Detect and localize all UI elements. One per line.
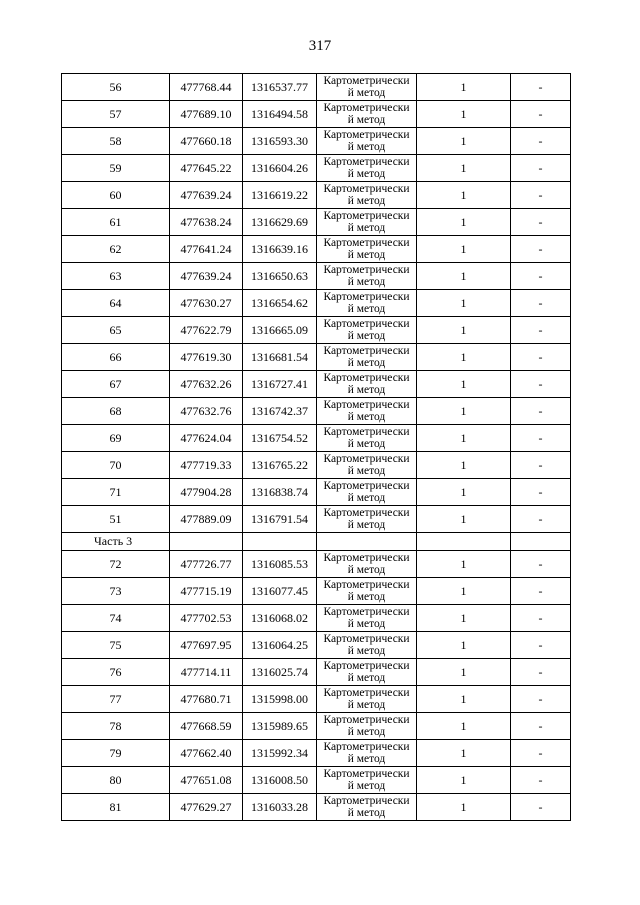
x-coordinate-cell: 477904.28 [170, 479, 243, 506]
note-cell: - [511, 155, 571, 182]
accuracy-cell: 1 [417, 452, 511, 479]
method-text-line2: й метод [347, 519, 386, 531]
method-text-line2: й метод [347, 753, 386, 765]
table-row [62, 317, 571, 344]
point-number-cell: 68 [62, 398, 170, 425]
note-cell: - [511, 263, 571, 290]
method-cell [317, 794, 417, 821]
method-cell [317, 128, 417, 155]
method-text-line2: й метод [347, 384, 386, 396]
note-cell: - [511, 128, 571, 155]
method-cell [317, 632, 417, 659]
table-row [62, 659, 571, 686]
empty-cell [317, 533, 417, 551]
method-text-line1: Картометрически [323, 480, 410, 492]
accuracy-cell: 1 [417, 740, 511, 767]
method-text-line1: Картометрически [323, 714, 410, 726]
y-coordinate-cell: 1316654.62 [243, 290, 317, 317]
method-text-line2: й метод [347, 438, 386, 450]
point-number-cell: 63 [62, 263, 170, 290]
table-row [62, 209, 571, 236]
table-row [62, 794, 571, 821]
y-coordinate-cell: 1316765.22 [243, 452, 317, 479]
point-number-cell: 72 [62, 551, 170, 578]
x-coordinate-cell: 477638.24 [170, 209, 243, 236]
accuracy-cell: 1 [417, 506, 511, 533]
accuracy-cell: 1 [417, 155, 511, 182]
note-cell: - [511, 506, 571, 533]
table-row [62, 605, 571, 632]
method-text-line2: й метод [347, 807, 386, 819]
method-text-line1: Картометрически [323, 291, 410, 303]
point-number-cell: 66 [62, 344, 170, 371]
accuracy-cell: 1 [417, 713, 511, 740]
y-coordinate-cell: 1316537.77 [243, 74, 317, 101]
method-text-line2: й метод [347, 195, 386, 207]
method-text-line1: Картометрически [323, 318, 410, 330]
x-coordinate-cell: 477697.95 [170, 632, 243, 659]
page-number: 317 [308, 38, 332, 54]
x-coordinate-cell: 477632.76 [170, 398, 243, 425]
point-number-cell: 64 [62, 290, 170, 317]
y-coordinate-cell: 1316077.45 [243, 578, 317, 605]
x-coordinate-cell: 477632.26 [170, 371, 243, 398]
method-text-line2: й метод [347, 276, 386, 288]
y-coordinate-cell: 1316838.74 [243, 479, 317, 506]
method-text-line1: Картометрически [323, 237, 410, 249]
point-number-cell: 58 [62, 128, 170, 155]
accuracy-cell: 1 [417, 371, 511, 398]
point-number-cell: 73 [62, 578, 170, 605]
accuracy-cell: 1 [417, 398, 511, 425]
table-row [62, 713, 571, 740]
accuracy-cell: 1 [417, 101, 511, 128]
table-row [62, 767, 571, 794]
y-coordinate-cell: 1316494.58 [243, 101, 317, 128]
accuracy-cell: 1 [417, 767, 511, 794]
method-text-line1: Картометрически [323, 345, 410, 357]
method-text-line2: й метод [347, 411, 386, 423]
accuracy-cell: 1 [417, 236, 511, 263]
method-cell [317, 659, 417, 686]
accuracy-cell: 1 [417, 578, 511, 605]
accuracy-cell: 1 [417, 317, 511, 344]
table-row [62, 263, 571, 290]
note-cell: - [511, 209, 571, 236]
method-cell [317, 479, 417, 506]
method-cell [317, 344, 417, 371]
accuracy-cell: 1 [417, 263, 511, 290]
method-cell [317, 425, 417, 452]
method-text-line1: Картометрически [323, 507, 410, 519]
note-cell: - [511, 236, 571, 263]
method-cell [317, 371, 417, 398]
y-coordinate-cell: 1315989.65 [243, 713, 317, 740]
note-cell: - [511, 605, 571, 632]
note-cell: - [511, 659, 571, 686]
table-row [62, 371, 571, 398]
note-cell: - [511, 794, 571, 821]
table-row [62, 551, 571, 578]
table-row [62, 128, 571, 155]
y-coordinate-cell: 1316727.41 [243, 371, 317, 398]
coordinates-table [61, 73, 571, 821]
method-text-line1: Картометрически [323, 372, 410, 384]
method-text-line2: й метод [347, 645, 386, 657]
method-text-line1: Картометрически [323, 795, 410, 807]
method-text-line2: й метод [347, 87, 386, 99]
point-number-cell: 65 [62, 317, 170, 344]
x-coordinate-cell: 477726.77 [170, 551, 243, 578]
table-row [62, 344, 571, 371]
method-cell [317, 317, 417, 344]
accuracy-cell: 1 [417, 686, 511, 713]
method-cell [317, 74, 417, 101]
y-coordinate-cell: 1316619.22 [243, 182, 317, 209]
point-number-cell: 75 [62, 632, 170, 659]
table-row [62, 425, 571, 452]
accuracy-cell: 1 [417, 659, 511, 686]
method-cell [317, 290, 417, 317]
table-row [62, 740, 571, 767]
table-row [62, 632, 571, 659]
accuracy-cell: 1 [417, 551, 511, 578]
note-cell: - [511, 425, 571, 452]
empty-cell [170, 533, 243, 551]
method-text-line1: Картометрически [323, 102, 410, 114]
method-text-line2: й метод [347, 492, 386, 504]
x-coordinate-cell: 477668.59 [170, 713, 243, 740]
x-coordinate-cell: 477629.27 [170, 794, 243, 821]
method-text-line1: Картометрически [323, 552, 410, 564]
method-text-line1: Картометрически [323, 210, 410, 222]
method-cell [317, 713, 417, 740]
x-coordinate-cell: 477624.04 [170, 425, 243, 452]
x-coordinate-cell: 477768.44 [170, 74, 243, 101]
point-number-cell: 61 [62, 209, 170, 236]
table-row [62, 686, 571, 713]
x-coordinate-cell: 477662.40 [170, 740, 243, 767]
point-number-cell: 56 [62, 74, 170, 101]
table-row [62, 155, 571, 182]
note-cell: - [511, 713, 571, 740]
method-cell [317, 263, 417, 290]
point-number-cell: 57 [62, 101, 170, 128]
method-text-line1: Картометрически [323, 399, 410, 411]
x-coordinate-cell: 477715.19 [170, 578, 243, 605]
x-coordinate-cell: 477641.24 [170, 236, 243, 263]
note-cell: - [511, 578, 571, 605]
method-cell [317, 686, 417, 713]
point-number-cell: 70 [62, 452, 170, 479]
y-coordinate-cell: 1316754.52 [243, 425, 317, 452]
point-number-cell: 79 [62, 740, 170, 767]
method-text-line1: Картометрически [323, 768, 410, 780]
y-coordinate-cell: 1316639.16 [243, 236, 317, 263]
method-text-line2: й метод [347, 564, 386, 576]
note-cell: - [511, 398, 571, 425]
method-cell [317, 398, 417, 425]
table-row [62, 236, 571, 263]
method-cell [317, 155, 417, 182]
point-number-cell: 62 [62, 236, 170, 263]
table-row [62, 452, 571, 479]
method-text-line1: Картометрически [323, 75, 410, 87]
note-cell: - [511, 317, 571, 344]
method-text-line2: й метод [347, 672, 386, 684]
method-text-line2: й метод [347, 699, 386, 711]
x-coordinate-cell: 477639.24 [170, 263, 243, 290]
y-coordinate-cell: 1316033.28 [243, 794, 317, 821]
accuracy-cell: 1 [417, 479, 511, 506]
y-coordinate-cell: 1316665.09 [243, 317, 317, 344]
note-cell: - [511, 686, 571, 713]
x-coordinate-cell: 477645.22 [170, 155, 243, 182]
point-number-cell: 78 [62, 713, 170, 740]
method-text-line1: Картометрически [323, 426, 410, 438]
method-cell [317, 506, 417, 533]
y-coordinate-cell: 1316650.63 [243, 263, 317, 290]
point-number-cell: 59 [62, 155, 170, 182]
accuracy-cell: 1 [417, 344, 511, 371]
method-cell [317, 578, 417, 605]
x-coordinate-cell: 477680.71 [170, 686, 243, 713]
method-text-line2: й метод [347, 168, 386, 180]
note-cell: - [511, 344, 571, 371]
method-text-line2: й метод [347, 114, 386, 126]
accuracy-cell: 1 [417, 425, 511, 452]
note-cell: - [511, 551, 571, 578]
x-coordinate-cell: 477689.10 [170, 101, 243, 128]
x-coordinate-cell: 477702.53 [170, 605, 243, 632]
accuracy-cell: 1 [417, 605, 511, 632]
y-coordinate-cell: 1315998.00 [243, 686, 317, 713]
y-coordinate-cell: 1316681.54 [243, 344, 317, 371]
accuracy-cell: 1 [417, 182, 511, 209]
table-row [62, 578, 571, 605]
method-text-line2: й метод [347, 465, 386, 477]
y-coordinate-cell: 1316604.26 [243, 155, 317, 182]
method-text-line1: Картометрически [323, 579, 410, 591]
table-row [62, 290, 571, 317]
table-row [62, 506, 571, 533]
method-text-line1: Картометрически [323, 687, 410, 699]
x-coordinate-cell: 477622.79 [170, 317, 243, 344]
y-coordinate-cell: 1315992.34 [243, 740, 317, 767]
empty-cell [243, 533, 317, 551]
method-cell [317, 101, 417, 128]
point-number-cell: 71 [62, 479, 170, 506]
point-number-cell: 74 [62, 605, 170, 632]
method-text-line2: й метод [347, 591, 386, 603]
section-row [62, 533, 571, 551]
method-text-line2: й метод [347, 222, 386, 234]
y-coordinate-cell: 1316008.50 [243, 767, 317, 794]
x-coordinate-cell: 477719.33 [170, 452, 243, 479]
method-cell [317, 740, 417, 767]
note-cell: - [511, 632, 571, 659]
method-cell [317, 236, 417, 263]
table-row [62, 182, 571, 209]
method-text-line1: Картометрически [323, 156, 410, 168]
method-text-line2: й метод [347, 330, 386, 342]
y-coordinate-cell: 1316068.02 [243, 605, 317, 632]
method-text-line2: й метод [347, 780, 386, 792]
accuracy-cell: 1 [417, 632, 511, 659]
method-text-line1: Картометрически [323, 660, 410, 672]
x-coordinate-cell: 477651.08 [170, 767, 243, 794]
x-coordinate-cell: 477630.27 [170, 290, 243, 317]
y-coordinate-cell: 1316064.25 [243, 632, 317, 659]
note-cell: - [511, 452, 571, 479]
point-number-cell: 80 [62, 767, 170, 794]
note-cell: - [511, 767, 571, 794]
point-number-cell: 69 [62, 425, 170, 452]
method-text-line2: й метод [347, 726, 386, 738]
method-text-line1: Картометрически [323, 183, 410, 195]
method-cell [317, 452, 417, 479]
note-cell: - [511, 101, 571, 128]
method-text-line1: Картометрически [323, 453, 410, 465]
method-text-line1: Картометрически [323, 741, 410, 753]
accuracy-cell: 1 [417, 128, 511, 155]
y-coordinate-cell: 1316791.54 [243, 506, 317, 533]
note-cell: - [511, 182, 571, 209]
table-row [62, 479, 571, 506]
note-cell: - [511, 290, 571, 317]
point-number-cell: 81 [62, 794, 170, 821]
point-number-cell: 60 [62, 182, 170, 209]
point-number-cell: 67 [62, 371, 170, 398]
accuracy-cell: 1 [417, 290, 511, 317]
method-text-line1: Картометрически [323, 606, 410, 618]
y-coordinate-cell: 1316742.37 [243, 398, 317, 425]
method-text-line2: й метод [347, 618, 386, 630]
table-row [62, 398, 571, 425]
empty-cell [417, 533, 511, 551]
point-number-cell: 77 [62, 686, 170, 713]
point-number-cell: 76 [62, 659, 170, 686]
method-text-line2: й метод [347, 141, 386, 153]
note-cell: - [511, 740, 571, 767]
x-coordinate-cell: 477639.24 [170, 182, 243, 209]
method-cell [317, 605, 417, 632]
method-cell [317, 182, 417, 209]
y-coordinate-cell: 1316025.74 [243, 659, 317, 686]
x-coordinate-cell: 477889.09 [170, 506, 243, 533]
method-text-line2: й метод [347, 357, 386, 369]
method-cell [317, 767, 417, 794]
method-text-line1: Картометрически [323, 633, 410, 645]
point-number-cell: 51 [62, 506, 170, 533]
y-coordinate-cell: 1316593.30 [243, 128, 317, 155]
note-cell: - [511, 371, 571, 398]
accuracy-cell: 1 [417, 74, 511, 101]
empty-cell [511, 533, 571, 551]
x-coordinate-cell: 477660.18 [170, 128, 243, 155]
method-cell [317, 551, 417, 578]
method-text-line1: Картометрически [323, 264, 410, 276]
method-text-line1: Картометрически [323, 129, 410, 141]
x-coordinate-cell: 477714.11 [170, 659, 243, 686]
table-row [62, 101, 571, 128]
section-label: Часть 3 [62, 533, 170, 551]
accuracy-cell: 1 [417, 209, 511, 236]
note-cell: - [511, 479, 571, 506]
method-text-line2: й метод [347, 303, 386, 315]
accuracy-cell: 1 [417, 794, 511, 821]
y-coordinate-cell: 1316085.53 [243, 551, 317, 578]
x-coordinate-cell: 477619.30 [170, 344, 243, 371]
method-text-line2: й метод [347, 249, 386, 261]
note-cell: - [511, 74, 571, 101]
table-row [62, 74, 571, 101]
method-cell [317, 209, 417, 236]
y-coordinate-cell: 1316629.69 [243, 209, 317, 236]
